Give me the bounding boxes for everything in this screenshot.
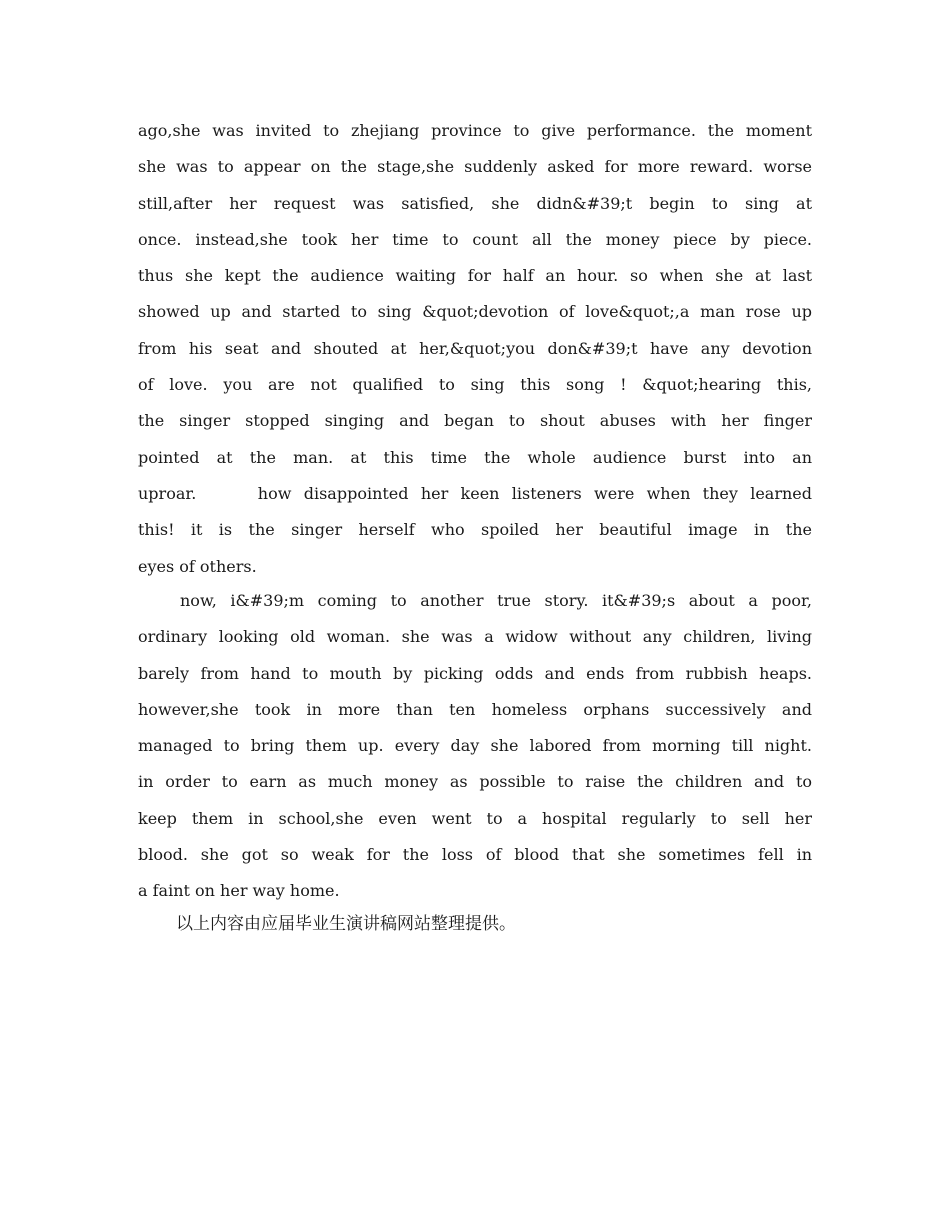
text-line: this! it is the singer herself who spoiled her beautiful image in the bbox=[138, 520, 812, 540]
text-line: keep them in school,she even went to a hospital regularly to sell her bbox=[138, 808, 812, 828]
text-line: a faint on her way home. bbox=[138, 881, 340, 901]
text-line: uproar. how disappointed her keen listeners were when they learned bbox=[138, 483, 812, 503]
text-line: ago,she was invited to zhejiang province to give performance. the moment bbox=[138, 121, 812, 140]
text-line: still,after her request was satisfied, she didn&#39;t begin to sing at bbox=[138, 193, 812, 213]
text-line: barely from hand to mouth by picking odds and ends from rubbish heaps. bbox=[138, 663, 812, 683]
text-line: managed to bring them up. every day she labored from morning till night. bbox=[138, 736, 812, 756]
body-paragraph-2 bbox=[138, 583, 812, 910]
text-line: in order to earn as much money as possible to raise the children and to bbox=[138, 772, 812, 792]
body-paragraph-1 bbox=[138, 113, 812, 585]
text-line: eyes of others. bbox=[138, 556, 257, 576]
text-line: ordinary looking old woman. she was a widow without any children, living bbox=[138, 627, 812, 647]
text-line: the singer stopped singing and began to shout abuses with her finger bbox=[138, 411, 812, 431]
text-line: from his seat and shouted at her,&quot;you don&#39;t have any devotion bbox=[138, 338, 812, 358]
text-line: however,she took in more than ten homeless orphans successively and bbox=[138, 699, 812, 719]
text-line: of love. you are not qualified to sing this song ! &quot;hearing this, bbox=[138, 375, 812, 395]
text-line: now, i&#39;m coming to another true story. it&#39;s about a poor, bbox=[180, 591, 812, 610]
text-line: once. instead,she took her time to count all the money piece by piece. bbox=[138, 229, 812, 249]
text-line: thus she kept the audience waiting for half an hour. so when she at last bbox=[138, 266, 812, 286]
text-line: blood. she got so weak for the loss of blood that she sometimes fell in bbox=[138, 845, 812, 865]
source-note: 以上内容由应届毕业生演讲稿网站整理提供。 bbox=[176, 914, 516, 934]
text-line: she was to appear on the stage,she suddenly asked for more reward. worse bbox=[138, 157, 812, 177]
text-line: showed up and started to sing &quot;devotion of love&quot;,a man rose up bbox=[138, 302, 812, 322]
text-line: pointed at the man. at this time the whole audience burst into an bbox=[138, 447, 812, 467]
